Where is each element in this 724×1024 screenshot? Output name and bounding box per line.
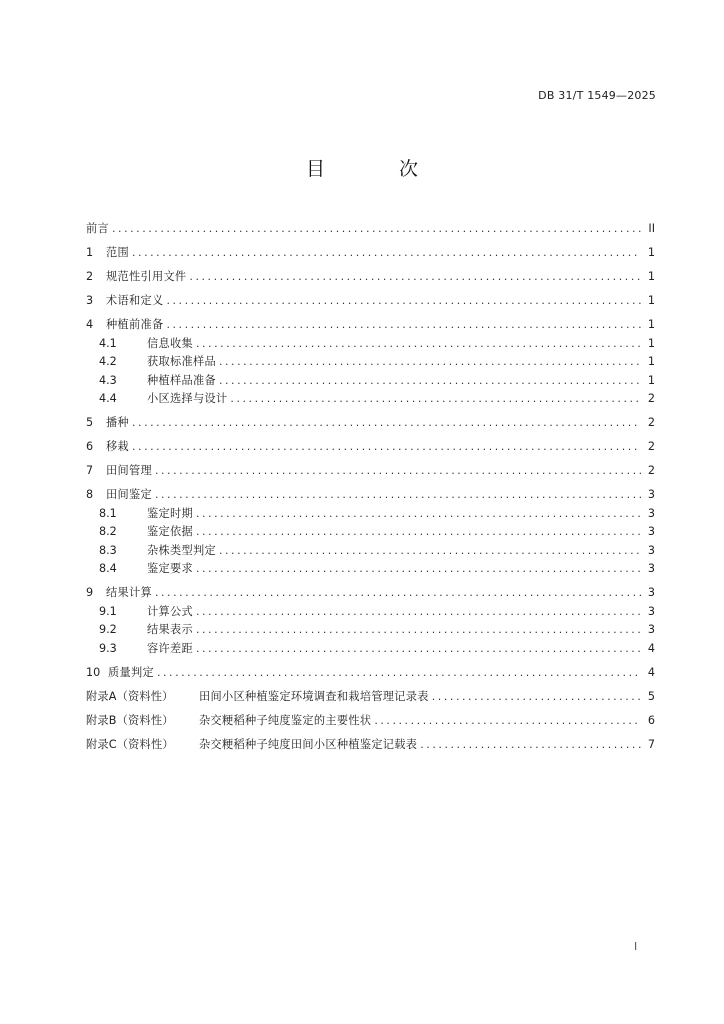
toc-entry-label: 播种 — [106, 416, 129, 429]
toc-page-number: II — [648, 222, 655, 235]
toc-entry-label: 规范性引用文件 — [106, 270, 187, 283]
toc-entry-label: 容许差距 — [147, 641, 193, 655]
toc-entry-label: 前言 — [86, 222, 109, 235]
toc-entry-number: 4 — [86, 318, 94, 331]
toc-page-number: 4 — [647, 665, 655, 679]
toc-entry-label: 杂交粳稻种子纯度鉴定的主要性状 — [199, 713, 372, 727]
toc-entry-label: 杂交粳稻种子纯度田间小区种植鉴定记载表 — [199, 737, 418, 751]
toc-entry-label: 获取标准样品 — [147, 355, 216, 368]
toc-entry-number: 9.3 — [99, 641, 117, 655]
toc-page-number: 3 — [647, 525, 655, 538]
toc-title: 目 次 — [305, 158, 453, 180]
toc-leader-dots — [196, 523, 641, 542]
toc-subsection-row[interactable] — [86, 560, 655, 579]
toc-section-row[interactable] — [86, 292, 655, 311]
toc-section-row[interactable] — [86, 664, 655, 683]
toc-entry-label: 杂株类型判定 — [147, 543, 216, 557]
toc-leader-dots — [166, 292, 641, 311]
toc-entry-label: 术语和定义 — [106, 294, 164, 307]
toc-page-number: 3 — [647, 562, 655, 575]
toc-leader-dots — [420, 736, 641, 755]
toc-section-row[interactable] — [86, 316, 655, 335]
toc-leader-dots — [196, 335, 641, 354]
toc-appendix-prefix: 附录A（资料性） — [86, 689, 174, 703]
toc-entry-number: 8.2 — [99, 525, 117, 538]
toc-leader-dots — [132, 438, 641, 457]
toc-page-number: 2 — [647, 440, 655, 453]
toc-page-number: 5 — [647, 689, 655, 703]
toc-entry-number: 4.2 — [99, 355, 117, 368]
toc-section-row[interactable] — [86, 584, 655, 603]
toc-appendix-row[interactable] — [86, 688, 655, 707]
toc-subsection-row[interactable] — [86, 353, 655, 372]
toc-leader-dots — [219, 542, 641, 561]
toc-subsection-row[interactable] — [86, 640, 655, 659]
toc-entry-number: 4.1 — [99, 336, 117, 350]
toc-entry-number: 2 — [86, 270, 94, 283]
toc-page-number: 2 — [647, 464, 655, 477]
toc-subsection-row[interactable] — [86, 523, 655, 542]
toc-entry-label: 种植前准备 — [106, 318, 164, 331]
toc-entry-number: 8.3 — [99, 543, 117, 557]
toc-leader-dots — [155, 584, 641, 603]
toc-entry-label: 鉴定时期 — [147, 506, 193, 520]
toc-section-row[interactable] — [86, 486, 655, 505]
toc-entry-number: 8.4 — [99, 562, 117, 575]
footer-page-number: I — [634, 940, 638, 953]
toc-leader-dots — [132, 244, 641, 263]
toc-page-number: 6 — [647, 713, 655, 727]
toc-leader-dots — [432, 688, 641, 707]
toc-leader-dots — [219, 353, 641, 372]
toc-leader-dots — [157, 664, 641, 683]
toc-page-number: 2 — [647, 392, 655, 405]
toc-subsection-row[interactable] — [86, 621, 655, 640]
toc-entry-number: 5 — [86, 416, 94, 429]
toc-leader-dots — [196, 603, 641, 622]
toc-appendix-row[interactable] — [86, 712, 655, 731]
toc-leader-dots — [155, 462, 641, 481]
toc-page-number: 3 — [647, 604, 655, 618]
toc-section-row[interactable] — [86, 414, 655, 433]
toc-entry-number: 8 — [86, 488, 94, 501]
toc-leader-dots — [196, 640, 641, 659]
toc-entry-number: 10 — [86, 665, 101, 679]
toc-page-number: 1 — [647, 373, 655, 387]
toc-entry-label: 移栽 — [106, 440, 129, 453]
toc-page-number: 1 — [647, 270, 655, 283]
toc-entry-number: 1 — [86, 246, 94, 259]
toc-entry-number: 3 — [86, 294, 94, 307]
toc-page-number: 2 — [647, 416, 655, 429]
toc-leader-dots — [196, 621, 641, 640]
toc-leader-dots — [196, 560, 641, 579]
toc-page-number: 3 — [647, 586, 655, 599]
toc-page-number: 7 — [647, 737, 655, 751]
toc-entry-label: 种植样品准备 — [147, 373, 216, 387]
toc-appendix-row[interactable] — [86, 736, 655, 755]
toc-page-number: 3 — [647, 623, 655, 636]
toc-entry-label: 田间管理 — [106, 464, 152, 477]
toc-page-number: 1 — [647, 318, 655, 331]
toc-entry-number: 9.2 — [99, 623, 117, 636]
toc-entry-label: 鉴定要求 — [147, 562, 193, 575]
toc-entry-number: 8.1 — [99, 506, 117, 520]
toc-page-number: 3 — [647, 488, 655, 501]
toc-leader-dots — [112, 220, 641, 239]
toc-entry-label: 信息收集 — [147, 336, 193, 350]
toc-entry-label: 结果计算 — [106, 586, 152, 599]
toc-leader-dots — [196, 505, 641, 524]
toc-subsection-row[interactable] — [86, 603, 655, 622]
toc-section-row[interactable] — [86, 462, 655, 481]
toc-appendix-prefix: 附录C（资料性） — [86, 737, 174, 751]
toc-leader-dots — [166, 316, 641, 335]
toc-subsection-row[interactable] — [86, 335, 655, 354]
toc-leader-dots — [189, 268, 641, 287]
toc-entry-label: 结果表示 — [147, 623, 193, 636]
toc-entry-number: 6 — [86, 440, 94, 453]
toc-section-row[interactable] — [86, 244, 655, 263]
toc-page-number: 4 — [647, 641, 655, 655]
toc-entry-label: 范围 — [106, 246, 129, 259]
toc-leader-dots — [155, 486, 641, 505]
table-of-contents — [86, 220, 655, 754]
toc-section-row[interactable] — [86, 220, 655, 239]
toc-entry-label: 质量判定 — [108, 665, 154, 679]
toc-entry-label: 小区选择与设计 — [147, 392, 228, 405]
toc-leader-dots — [132, 414, 641, 433]
toc-entry-label: 田间小区种植鉴定环境调查和栽培管理记录表 — [199, 689, 429, 703]
toc-page-number: 1 — [647, 246, 655, 259]
toc-page-number: 1 — [647, 355, 655, 368]
toc-subsection-row[interactable] — [86, 505, 655, 524]
toc-section-row[interactable] — [86, 438, 655, 457]
toc-leader-dots — [219, 372, 641, 391]
toc-page-number: 3 — [647, 506, 655, 520]
toc-leader-dots — [374, 712, 641, 731]
toc-entry-number: 9.1 — [99, 604, 117, 618]
toc-entry-label: 计算公式 — [147, 604, 193, 618]
toc-subsection-row[interactable] — [86, 542, 655, 561]
toc-entry-number: 4.3 — [99, 373, 117, 387]
toc-page-number: 1 — [647, 294, 655, 307]
toc-section-row[interactable] — [86, 268, 655, 287]
toc-page-number: 1 — [647, 336, 655, 350]
toc-entry-label: 田间鉴定 — [106, 488, 152, 501]
toc-entry-number: 7 — [86, 464, 94, 477]
toc-appendix-prefix: 附录B（资料性） — [86, 713, 174, 727]
toc-leader-dots — [230, 390, 641, 409]
toc-subsection-row[interactable] — [86, 372, 655, 391]
toc-entry-number: 4.4 — [99, 392, 117, 405]
toc-page-number: 3 — [647, 543, 655, 557]
standard-code: DB 31/T 1549—2025 — [538, 89, 656, 102]
toc-entry-label: 鉴定依据 — [147, 525, 193, 538]
toc-entry-number: 9 — [86, 586, 94, 599]
toc-subsection-row[interactable] — [86, 390, 655, 409]
